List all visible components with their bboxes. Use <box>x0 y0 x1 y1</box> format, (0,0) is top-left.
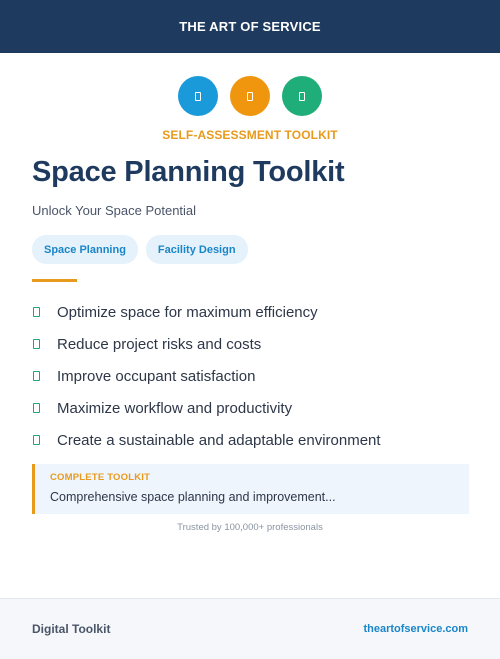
feature-item <box>32 424 381 456</box>
check-icon <box>33 435 40 445</box>
website-link[interactable]: theartofservice.com <box>363 623 468 635</box>
footer-label: Digital Toolkit <box>32 622 111 636</box>
feature-text: Improve occupant satisfaction <box>57 367 256 385</box>
callout-label: COMPLETE TOOLKIT <box>50 472 151 483</box>
icon-row <box>0 76 500 116</box>
check-icon <box>33 403 40 413</box>
tag-space-planning[interactable]: Space Planning <box>32 235 138 264</box>
page-title: Space Planning Toolkit <box>32 156 345 188</box>
callout-text: Comprehensive space planning and improvement... <box>50 490 336 504</box>
check-icon <box>33 307 40 317</box>
feature-text: Optimize space for maximum efficiency <box>57 303 318 321</box>
feature-item <box>32 296 381 328</box>
accent-divider <box>32 279 77 282</box>
page-subtitle: Unlock Your Space Potential <box>32 203 197 218</box>
tag-list <box>32 235 248 264</box>
brand-title: THE ART OF SERVICE <box>179 19 321 34</box>
check-icon <box>33 371 40 381</box>
eyebrow-label: SELF-ASSESSMENT TOOLKIT <box>162 128 338 142</box>
feature-text: Create a sustainable and adaptable environment <box>57 431 381 449</box>
trust-note: Trusted by 100,000+ professionals <box>177 522 323 533</box>
document-icon <box>282 76 322 116</box>
feature-text: Reduce project risks and costs <box>57 335 262 353</box>
document-icon <box>230 76 270 116</box>
feature-list <box>32 296 381 456</box>
document-icon <box>178 76 218 116</box>
feature-item <box>32 360 381 392</box>
footer <box>0 598 500 659</box>
toolkit-callout <box>32 464 469 514</box>
tag-facility-design[interactable]: Facility Design <box>146 235 248 264</box>
feature-item <box>32 392 381 424</box>
feature-text: Maximize workflow and productivity <box>57 399 293 417</box>
check-icon <box>33 339 40 349</box>
feature-item <box>32 328 381 360</box>
top-banner <box>0 0 500 53</box>
